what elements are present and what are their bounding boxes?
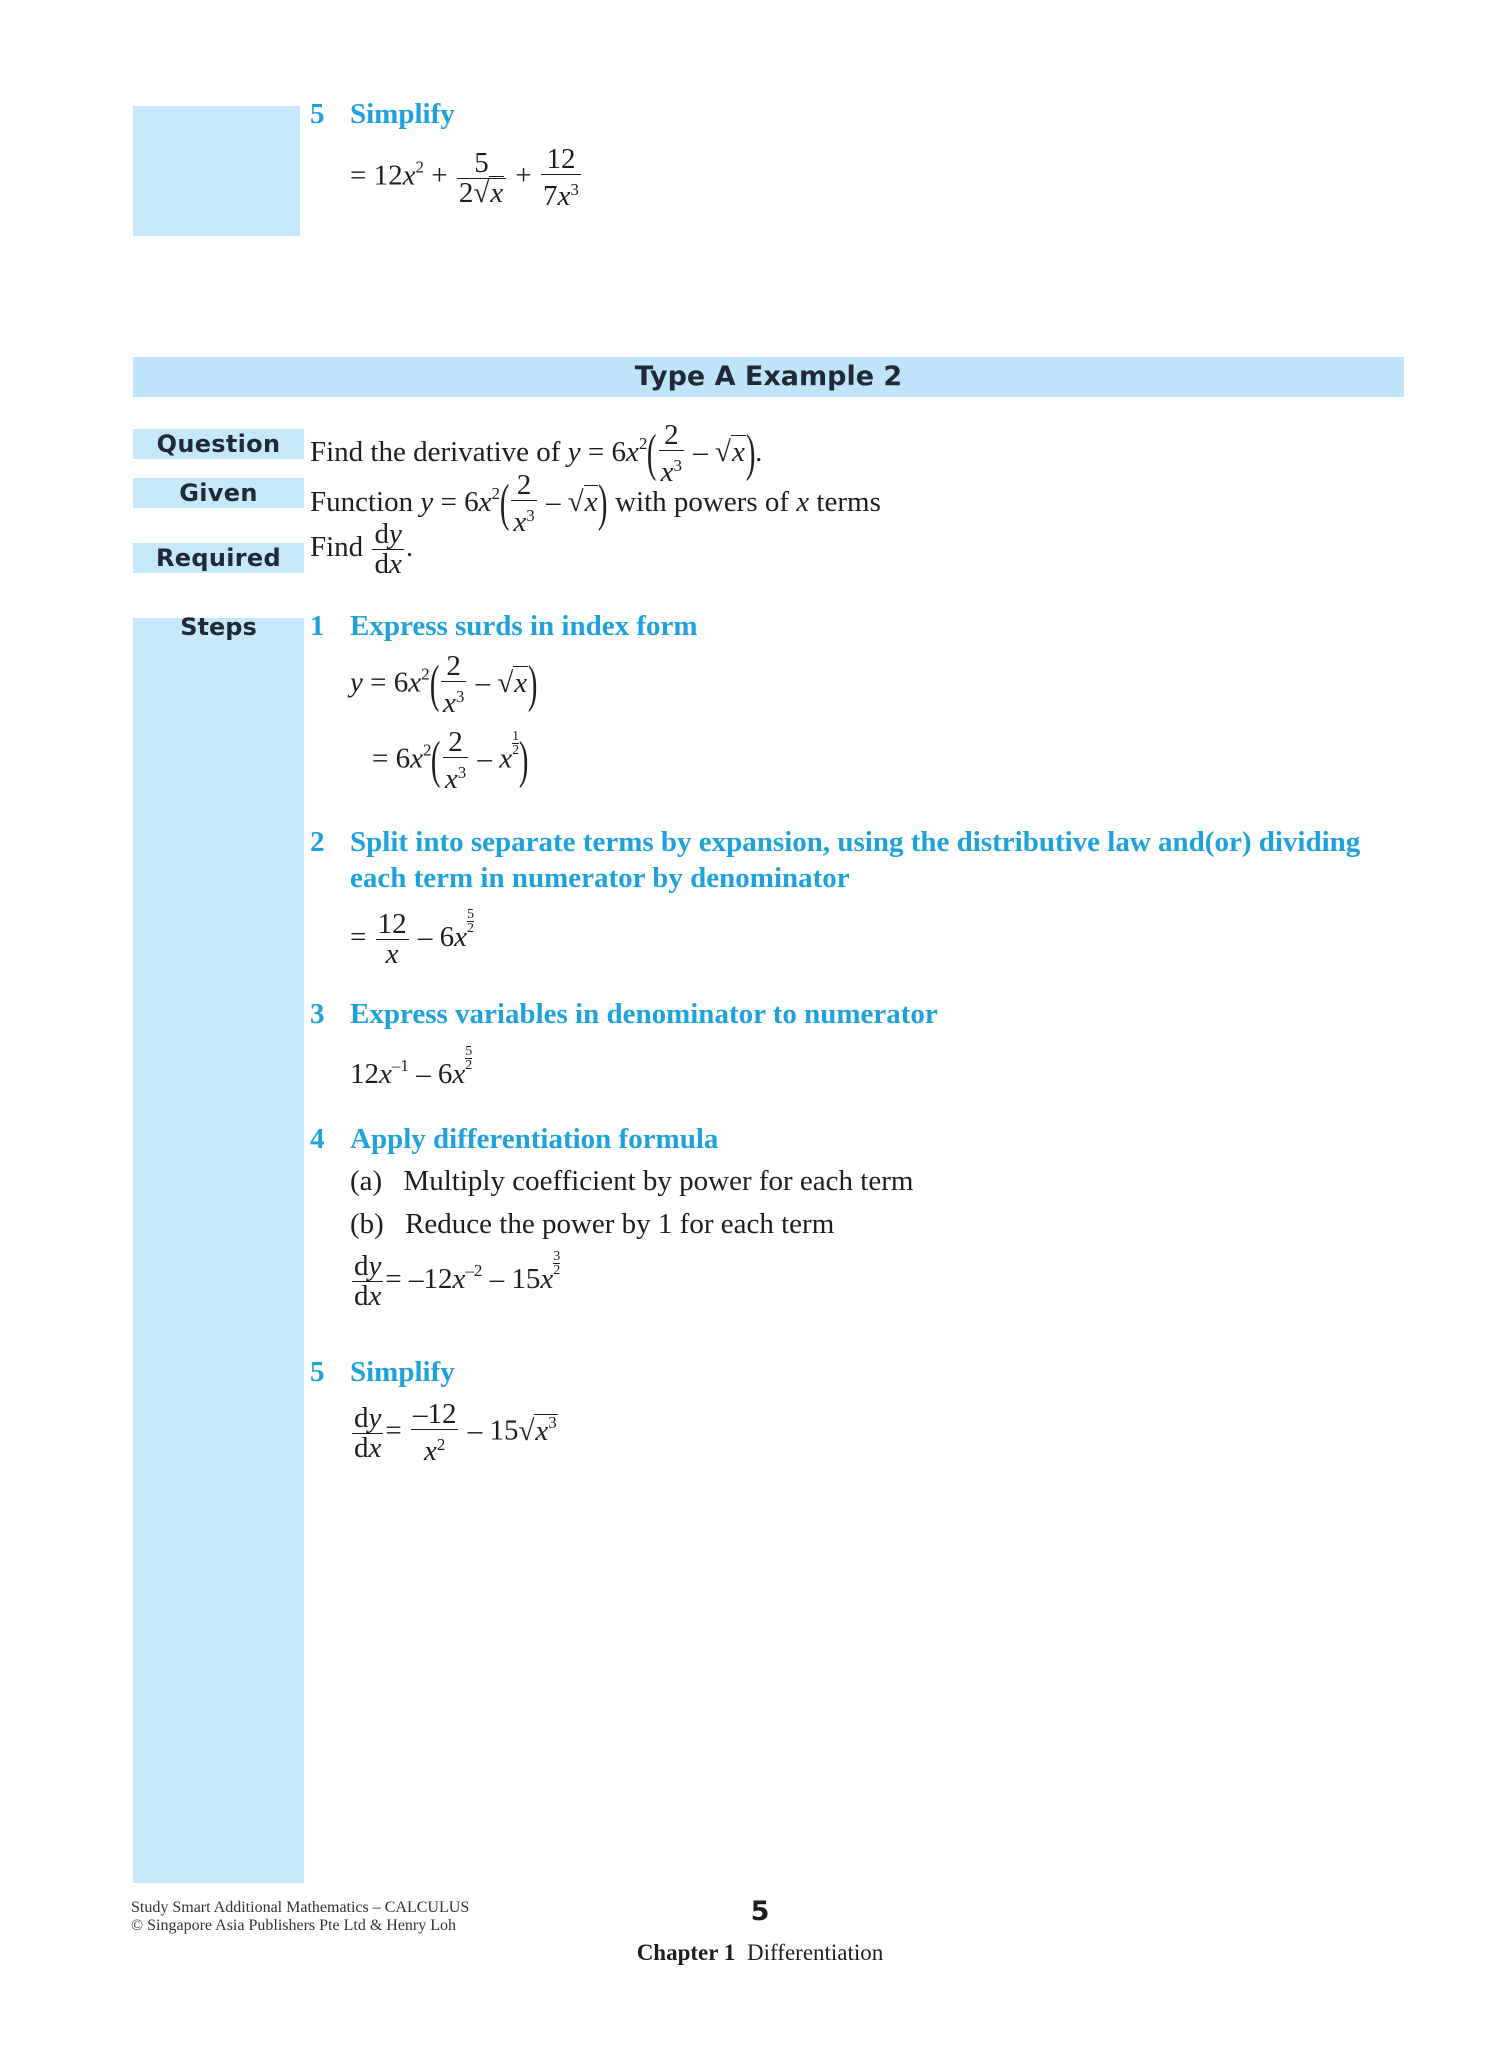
step-3-line-1: $12x^{-1} - 6x$ $\frac{5}{2}$ xyxy=(350,1044,473,1090)
given-label: Given xyxy=(133,478,304,508)
step-2-number: 2 xyxy=(310,826,325,858)
step-1-line-1: $y = 6x^2$( $\frac{2}{x^3}$ – √x) xyxy=(350,650,538,719)
chapter-label: Chapter 1 xyxy=(636,1940,736,1965)
required-label: Required xyxy=(133,543,304,573)
steps-label: Steps xyxy=(180,613,257,641)
step-2-title-line-2: each term in numerator by denominator xyxy=(350,862,850,894)
prev-steps-sidebar xyxy=(133,106,300,236)
sqrt-symbol: √x xyxy=(473,176,504,209)
required-text: Find $\frac{dy}{dx}$ . xyxy=(310,518,414,580)
given-text: Function $y = 6x^2$( $\frac{2}{x^3}$ – √x) with powers of x terms xyxy=(310,469,881,539)
step-4-title: Apply differentiation formula xyxy=(350,1123,719,1155)
step-4-line-1: $\frac{dy}{dx}$ = $-12x^{-2} - 15x$ $\frac{3}{2}$ xyxy=(354,1249,561,1312)
fraction: $\frac{12}{7x^3}$ xyxy=(543,143,579,212)
step-2-title-line-1: Split into separate terms by expansion, using the distributive law and(or) dividing xyxy=(350,826,1361,858)
prev-step-number: 5 xyxy=(310,98,325,130)
example-title: Type A Example 2 xyxy=(634,361,903,392)
step-3-number: 3 xyxy=(310,998,325,1030)
footer-book-info xyxy=(131,1899,469,1935)
example-header-bar xyxy=(133,357,1404,397)
step-1-title: Express surds in index form xyxy=(350,610,698,642)
fraction: $\frac{5}{2√x}$ xyxy=(457,149,506,208)
step-5-line-1: $\frac{dy}{dx}$ = $\frac{-12}{x^2}$ – $15√x^3$ xyxy=(354,1398,557,1467)
steps-sidebar xyxy=(133,618,304,1883)
page-number: 5 xyxy=(750,1896,770,1927)
step-3-title: Express variables in denominator to numerator xyxy=(350,998,938,1030)
step-1-line-2: = $6x^2$( $\frac{2}{x^3}$ – x $\frac{1}{2}$ ) xyxy=(372,726,529,795)
chapter-footer xyxy=(560,1940,960,1966)
prev-step-title: Simplify xyxy=(350,98,455,130)
step-4-sub-b: (b) Reduce the power by 1 for each term xyxy=(350,1208,835,1240)
step-4-number: 4 xyxy=(310,1123,325,1155)
prev-step-formula: = $12x^2$ + $\frac{5}{2√x}$ + $\frac{12}{7x^3}$ xyxy=(350,143,579,212)
step-5-number: 5 xyxy=(310,1356,325,1388)
footer-book-title: Study Smart Additional Mathematics – CALCULUS xyxy=(131,1899,470,1916)
step-4-sub-a: (a) Multiply coefficient by power for each term xyxy=(350,1165,914,1197)
step-2-line-1: = $\frac{12}{x}$ – 6x $\frac{5}{2}$ xyxy=(350,907,474,970)
footer-copyright: © Singapore Asia Publishers Pte Ltd & Henry Loh xyxy=(131,1917,457,1934)
question-text: Find the derivative of $y = 6x^2$( $\frac{2}{x^3}$ – √x). xyxy=(310,419,763,489)
question-label: Question xyxy=(133,429,304,459)
chapter-title: Differentiation xyxy=(747,1940,884,1965)
step-1-number: 1 xyxy=(310,610,325,642)
step-5-title: Simplify xyxy=(350,1356,455,1388)
